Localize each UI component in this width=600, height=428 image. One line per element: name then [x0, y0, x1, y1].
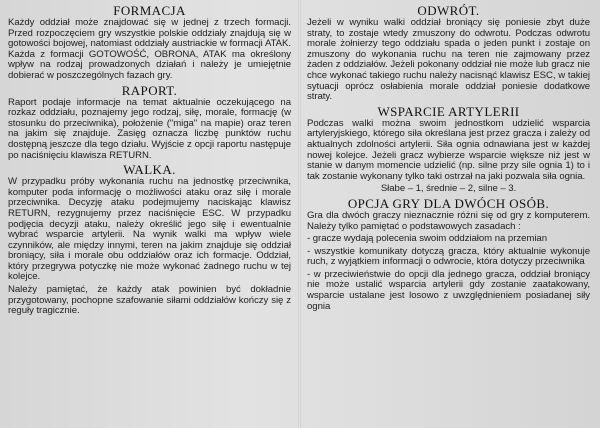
- page-fold: [298, 0, 301, 428]
- left-column: [8, 4, 291, 319]
- paragraph-walka-1: W przypadku próby wykonania ruchu na jednostkę przeciwnika, komputer poda informację o możliwości ataku oraz siłę i morale przeciwnika. Decyzję ataku podejmujemy naciskając klawisz RETURN, rezygnujemy przez naciśnięcie ESC. W przypadku podjęcia decyzji ataku, należy określić jego siłę i ewentualnie wybrać wsparcie artylerii. Na wynik walki ma wpływ wiele czynników, ale między innymi, teren na jakim znajduje się oddział broniący, siła i morale obu oddziałów oraz ich formacje. Oddział, który przegrywa potyczkę nie może wykonać żadnego ruchu w tej kolejce.: [8, 176, 291, 283]
- support-levels: Słabe – 1, średnie – 2, silne – 3.: [380, 183, 517, 195]
- section-opcja: [307, 197, 590, 312]
- section-odwrot: [307, 4, 590, 103]
- paragraph-formacja: Każdy oddział może znajdować się w jednej z trzech formacji. Przed rozpoczęciem gry wszystkie polskie oddziały znajdują się w gotowości bojowej, natomiast oddziały austriackie w formacji ATAK. Każda z formacji GOTOWOŚĆ, OBRONA, ATAK ma określony wpływ na rodzaj prowadzonych działań i należy je umiejętnie dobierać w poszczególnych fazach gry.: [8, 17, 291, 81]
- section-raport: [8, 84, 291, 162]
- section-walka: [8, 163, 291, 317]
- right-column: [307, 4, 590, 314]
- rule-item-2: - wszystkie komunikaty dotyczą gracza, który aktualnie wykonuje ruch, z wyjątkiem informacji o odwrocie, która dotyczy przeciwnika: [307, 245, 590, 268]
- paragraph-opcja: Gra dla dwóch graczy nieznacznie różni się od gry z komputerem. Należy tylko pamiętać o podstawowych zasadach :: [307, 209, 590, 232]
- section-wsparcie: [307, 105, 590, 195]
- section-formacja: [8, 4, 291, 82]
- heading-wsparcie: WSPARCIE ARTYLERII: [377, 103, 520, 119]
- heading-formacja: FORMACJA: [113, 3, 186, 18]
- heading-walka: WALKA.: [123, 162, 176, 178]
- heading-odwrot: ODWRÓT.: [417, 3, 480, 18]
- rule-item-3: - w przeciwieństwie do opcji dla jednego gracza, oddział broniący nie może ustalić wsparcia artylerii gdy zostanie zaatakowany, wsparcie ustalane jest losowo z uwzględnieniem posiadanej siły ognia: [307, 268, 590, 312]
- rule-item-1: - gracze wydają polecenia swoim oddziałom na przemian: [307, 233, 547, 245]
- paragraph-odwrot: Jeżeli w wyniku walki oddział broniący się poniesie zbyt duże straty, to zostaje wtedy zmuszony do odwrotu. Podczas odwrotu morale żołnierzy tego oddziału spada o jeden punkt i zostaje on zmuszony do wykonania ruchu na teren nie zajmowany przez żaden z oddziałów. Jeżeli pokonany oddział nie może lub gracz nie chce wykonać takiego ruchu należy nacisnąć klawisz ESC, w takiej sytuacji oprócz osłabienia morale oddział poniesie dodatkowe straty.: [307, 17, 590, 103]
- heading-raport: RAPORT.: [121, 82, 178, 98]
- heading-opcja: OPCJA GRY DLA DWÓCH OSÓB.: [347, 195, 550, 211]
- paragraph-raport: Raport podaje informacje na temat aktualnie oczekującego na rozkaz oddziału, poznajemy jego rodzaj, siłę, morale, formację (w stosunku do przeciwnika), położenie ("miga" na mapie) oraz teren na jakim się znajduje. Zasięg oznacza liczbę punktów ruchu dostępną jeszcze dla tego działu. Wyjście z opcji raportu następuje po naciśnięciu klawisza RETURN.: [8, 96, 291, 161]
- paragraph-wsparcie: Podczas walki można swoim jednostkom udzielić wsparcia artyleryjskiego, którego siła określana jest przez gracza i zależy od aktualnych zdolności artylerii. Siła ognia odnawiana jest w każdej nowej kolejce. Jeżeli gracz wybierze wsparcie większe niż jest w stanie w danym momencie udzielić (np. silne przy sile ognia 1) to i tak zostanie wykonany tylko taki ostrzał na jaki pozwala siła ognia.: [307, 117, 590, 182]
- paragraph-walka-2: Należy pamiętać, że każdy atak powinien być dokładnie przygotowany, pochopne szafowanie siłami oddziałów kończy się z reguły tragicznie.: [8, 284, 291, 317]
